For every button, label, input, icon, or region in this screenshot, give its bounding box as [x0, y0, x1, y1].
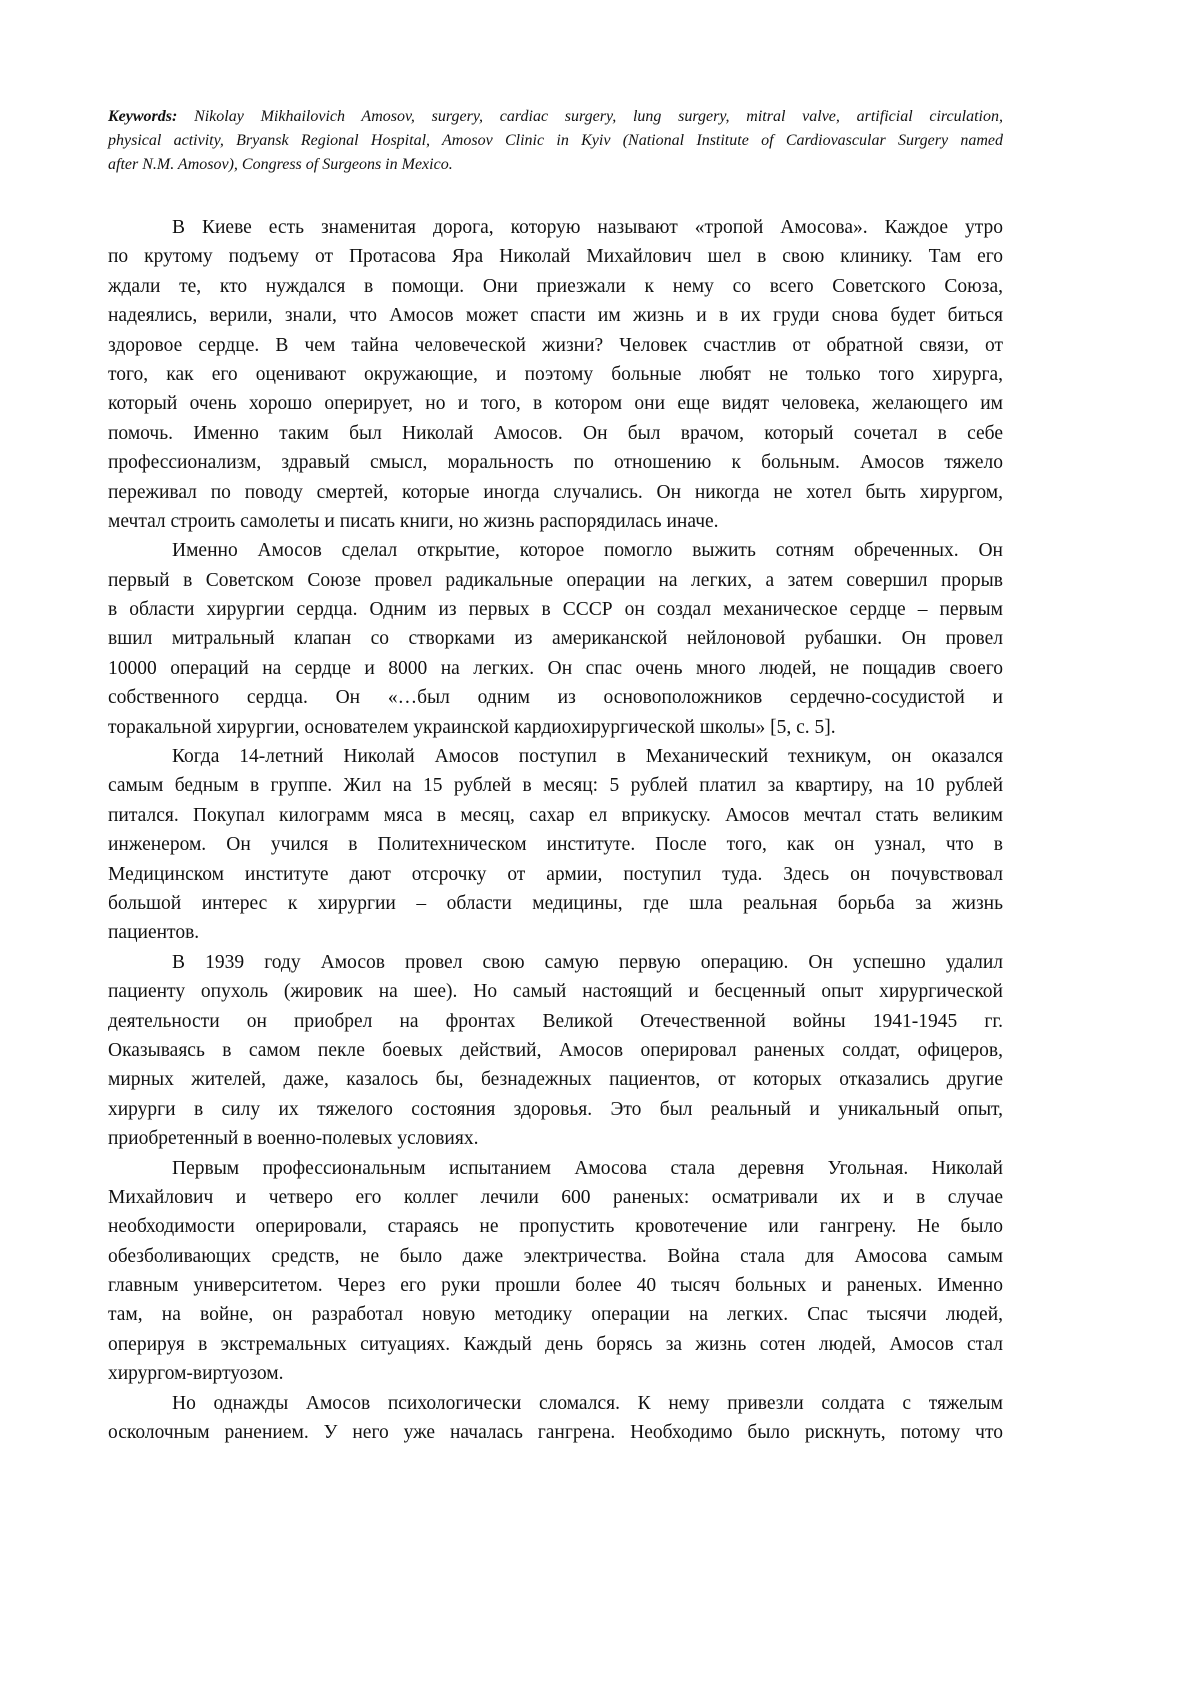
article-body: [108, 213, 1003, 1447]
text-line: осколочным ранением. У него уже началась гангрена. Необходимо было рискнуть, потому что: [108, 1418, 1003, 1447]
text-line: деятельности он приобрел на фронтах Великой Отечественной войны 1941-1945 гг.: [108, 1007, 1003, 1036]
text-line: первый в Советском Союзе провел радикальные операции на легких, а затем совершил прорыв: [108, 566, 1003, 595]
text-line: Михайлович и четверо его коллег лечили 600 раненых: осматривали их и в случае: [108, 1183, 1003, 1212]
text-line: 10000 операций на сердце и 8000 на легких. Он спас очень много людей, не пощадив своего: [108, 654, 1003, 683]
keywords-label: Keywords:: [108, 108, 177, 125]
text-line: Но однажды Амосов психологически сломался. К нему привезли солдата с тяжелым: [108, 1389, 1003, 1418]
text-line: Именно Амосов сделал открытие, которое помогло выжить сотням обреченных. Он: [108, 536, 1003, 565]
text-line: оперируя в экстремальных ситуациях. Каждый день борясь за жизнь сотен людей, Амосов стал: [108, 1330, 1003, 1359]
text-line: Медицинском институте дают отсрочку от армии, поступил туда. Здесь он почувствовал: [108, 860, 1003, 889]
text-line: того, как его оценивают окружающие, и поэтому больные любят не только того хирурга,: [108, 360, 1003, 389]
text-line: надеялись, верили, знали, что Амосов может спасти им жизнь и в их груди снова будет биться: [108, 301, 1003, 330]
paragraph: [108, 948, 1003, 1154]
paragraph: [108, 1389, 1003, 1448]
text-line: ждали те, кто нуждался в помощи. Они приезжали к нему со всего Советского Союза,: [108, 272, 1003, 301]
text-line: Оказываясь в самом пекле боевых действий, Амосов оперировал раненых солдат, офицеров,: [108, 1036, 1003, 1065]
text-line: инженером. Он учился в Политехническом институте. После того, как он узнал, что в: [108, 830, 1003, 859]
text-line: помочь. Именно таким был Николай Амосов. Он был врачом, который сочетал в себе: [108, 419, 1003, 448]
text-line: В 1939 году Амосов провел свою самую первую операцию. Он успешно удалил: [108, 948, 1003, 977]
text-line: Когда 14-летний Николай Амосов поступил в Механический техникум, он оказался: [108, 742, 1003, 771]
keywords-block: [108, 105, 1003, 177]
paragraph: [108, 742, 1003, 948]
text-line: переживал по поводу смертей, которые иногда случались. Он никогда не хотел быть хирургом,: [108, 478, 1003, 507]
text-line: там, на войне, он разработал новую методику операции на легких. Спас тысячи людей,: [108, 1300, 1003, 1329]
text-line: питался. Покупал килограмм мяса в месяц, сахар ел вприкуску. Амосов мечтал стать великим: [108, 801, 1003, 830]
paragraph: [108, 1154, 1003, 1389]
paragraph: [108, 536, 1003, 742]
text-line: большой интерес к хирургии – области медицины, где шла реальная борьба за жизнь: [108, 889, 1003, 918]
text-line: профессионализм, здравый смысл, моральность по отношению к больным. Амосов тяжело: [108, 448, 1003, 477]
text-line: приобретенный в военно-полевых условиях.: [108, 1124, 1003, 1153]
keywords-line: [108, 153, 1003, 177]
text-line: вшил митральный клапан со створками из американской нейлоновой рубашки. Он провел: [108, 624, 1003, 653]
text-line: здоровое сердце. В чем тайна человеческой жизни? Человек счастлив от обратной связи, от: [108, 331, 1003, 360]
text-line: хирурги в силу их тяжелого состояния здоровья. Это был реальный и уникальный опыт,: [108, 1095, 1003, 1124]
keywords-line: [108, 105, 1003, 129]
keywords-text: after N.M. Amosov), Congress of Surgeons in Mexico.: [108, 156, 453, 173]
text-line: пациентов.: [108, 918, 1003, 947]
text-line: Первым профессиональным испытанием Амосова стала деревня Угольная. Николай: [108, 1154, 1003, 1183]
text-line: мирных жителей, даже, казалось бы, безнадежных пациентов, от которых отказались другие: [108, 1065, 1003, 1094]
text-line: который очень хорошо оперирует, но и того, в котором они еще видят человека, желающего им: [108, 389, 1003, 418]
text-line: торакальной хирургии, основателем украинской кардиохирургической школы» [5, с. 5].: [108, 713, 1003, 742]
text-line: самым бедным в группе. Жил на 15 рублей в месяц: 5 рублей платил за квартиру, на 10 рублей: [108, 771, 1003, 800]
keywords-text: physical activity, Bryansk Regional Hospital, Amosov Clinic in Kyiv (National Institute of Cardiovascular Surgery named: [108, 132, 1003, 149]
text-line: по крутому подъему от Протасова Яра Николай Михайлович шел в свою клинику. Там его: [108, 242, 1003, 271]
text-line: пациенту опухоль (жировик на шее). Но самый настоящий и бесценный опыт хирургической: [108, 977, 1003, 1006]
text-line: в области хирургии сердца. Одним из первых в СССР он создал механическое сердце – первым: [108, 595, 1003, 624]
text-line: обезболивающих средств, не было даже электричества. Война стала для Амосова самым: [108, 1242, 1003, 1271]
text-line: В Киеве есть знаменитая дорога, которую называют «тропой Амосова». Каждое утро: [108, 213, 1003, 242]
text-line: хирургом-виртуозом.: [108, 1359, 1003, 1388]
keywords-text: Nikolay Mikhailovich Amosov, surgery, cardiac surgery, lung surgery, mitral valve, artificial circulation,: [177, 108, 1003, 125]
text-line: собственного сердца. Он «…был одним из основоположников сердечно-сосудистой и: [108, 683, 1003, 712]
paragraph: [108, 213, 1003, 536]
text-line: мечтал строить самолеты и писать книги, но жизнь распорядилась иначе.: [108, 507, 1003, 536]
text-line: необходимости оперировали, стараясь не пропустить кровотечение или гангрену. Не было: [108, 1212, 1003, 1241]
keywords-line: [108, 129, 1003, 153]
text-line: главным университетом. Через его руки прошли более 40 тысяч больных и раненых. Именно: [108, 1271, 1003, 1300]
